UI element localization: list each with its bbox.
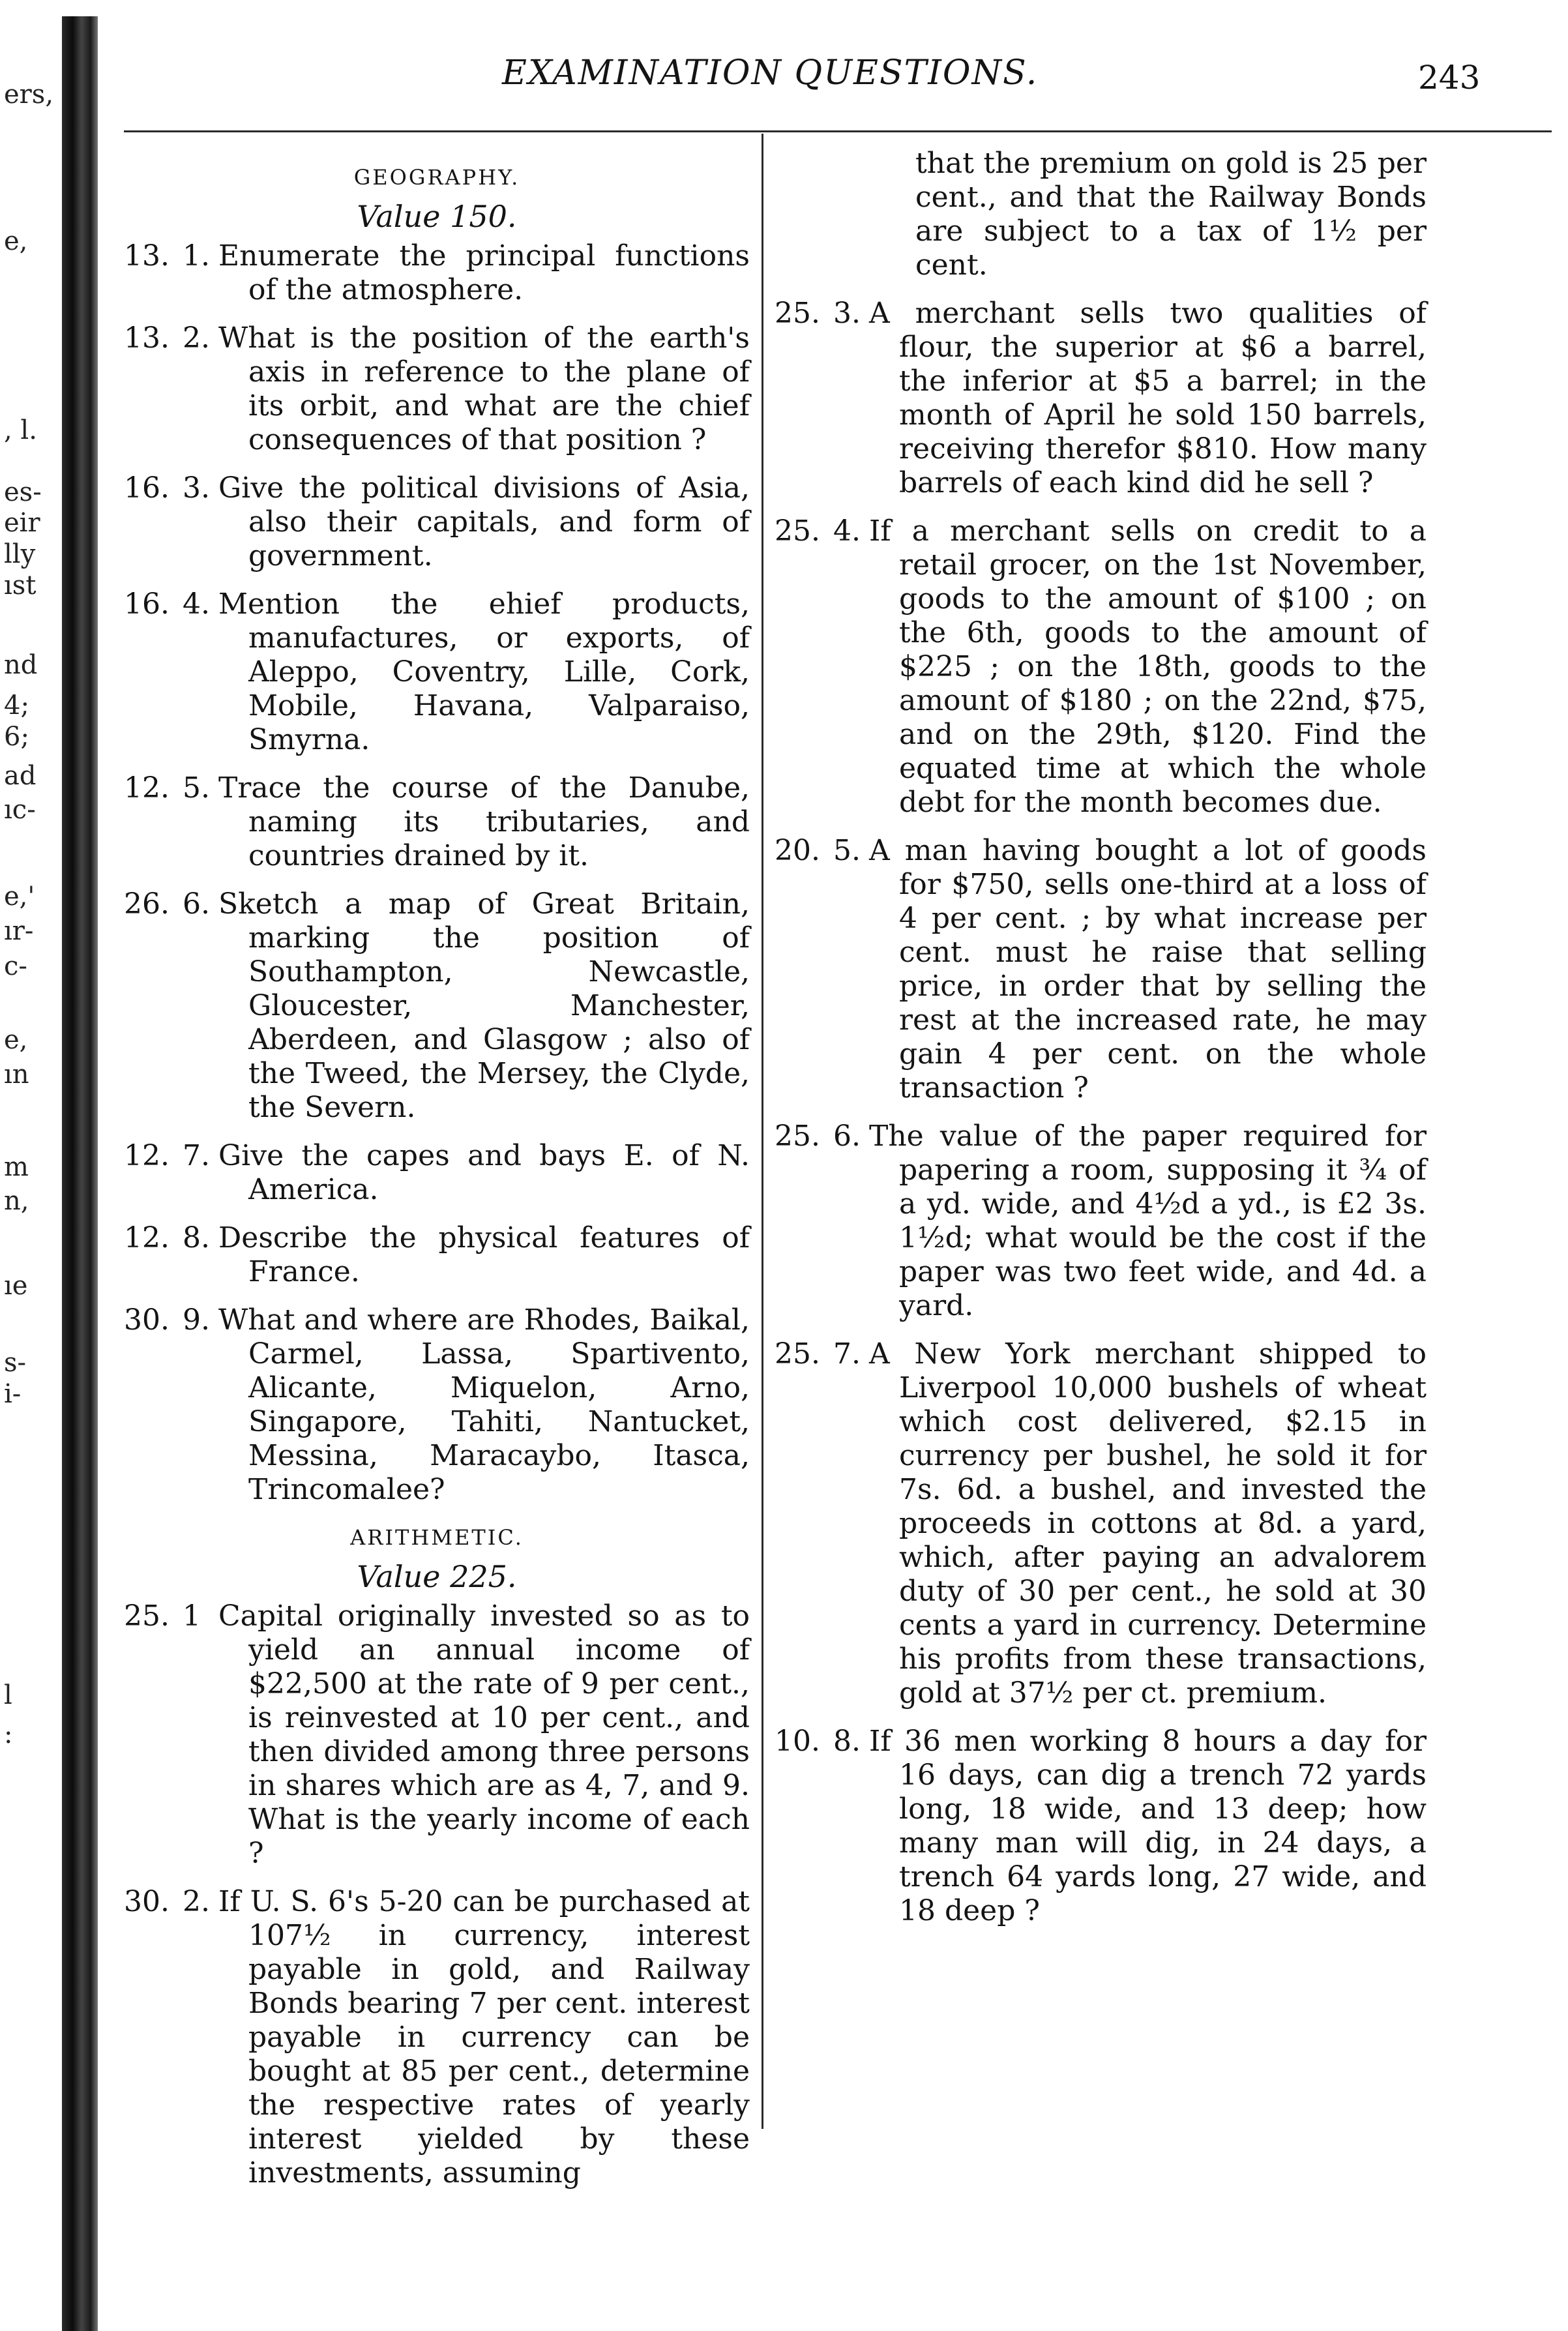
margin-fragment: 6; bbox=[4, 722, 29, 752]
question bbox=[775, 834, 1427, 1105]
question bbox=[775, 1337, 1427, 1710]
margin-fragment: ers, bbox=[4, 80, 54, 110]
question bbox=[124, 887, 750, 1125]
question-text: If U. S. 6's 5-20 can be purchased at 107½ in currency, interest payable in gold, and Railway Bonds bearing 7 per cent. interest payable in currency can be bought at 85 per cent., determine the respective rates of yearly interest yielded by these investments, assuming bbox=[218, 1885, 750, 2190]
question-number: 3. bbox=[833, 297, 861, 330]
question-marks: 30. bbox=[124, 1303, 170, 1337]
margin-fragment: ın bbox=[4, 1060, 29, 1090]
question-number: 6. bbox=[833, 1120, 861, 1153]
question-marks: 13. bbox=[124, 239, 170, 273]
margin-fragment: nd bbox=[4, 650, 38, 680]
question bbox=[124, 1139, 750, 1207]
margin-fragment: m bbox=[4, 1152, 29, 1182]
margin-fragment: eir bbox=[4, 508, 40, 538]
margin-fragment: ad bbox=[4, 761, 37, 791]
question-marks: 20. bbox=[775, 834, 820, 867]
question-text: Mention the ehief products, manufactures, or exports, of Aleppo, Coventry, Lille, Cork, Mobile, Havana, Valparaiso, Smyrna. bbox=[218, 587, 750, 756]
question-number: 5. bbox=[833, 834, 861, 867]
question-number: 1. bbox=[183, 239, 210, 273]
question-text: If a merchant sells on credit to a retail grocer, on the 1st November, goods to the amount of $100 ; on the 6th, goods to the amount of $225 ; on the 18th, goods to the amount of $180 ; on the 22nd, $75, and on the 29th, $120. Find the equated time at which the whole debt for the month becomes due. bbox=[869, 514, 1427, 819]
margin-fragment: ıe bbox=[4, 1271, 28, 1301]
question-text: Give the political divisions of Asia, also their capitals, and form of government. bbox=[218, 471, 750, 572]
question-text: A man having bought a lot of goods for $750, sells one-third at a loss of 4 per cent. ; by what increase per cent. must he raise that selling price, in order that by selling the rest at the increased rate, he may gain 4 per cent. on the whole transaction ? bbox=[869, 834, 1427, 1105]
question-text: A New York merchant shipped to Liverpool 10,000 bushels of wheat which cost delivered, $2.15 in currency per bushel, he sold it for 7s. 6d. a bushel, and invested the proceeds in cottons at 8d. a yard, which, after paying an advalorem duty of 30 per cent., he sold at 30 cents a yard in currency. Determine his profits from these transactions, gold at 37½ per ct. premium. bbox=[869, 1337, 1427, 1710]
question bbox=[124, 321, 750, 457]
question-text: Trace the course of the Danube, naming its tributaries, and countries drained by it. bbox=[218, 771, 750, 872]
geography-value: Value 150. bbox=[357, 199, 517, 234]
question-marks: 12. bbox=[124, 771, 170, 805]
question bbox=[775, 297, 1427, 500]
question-number: 4. bbox=[833, 514, 861, 548]
question-number: 5. bbox=[183, 771, 210, 805]
question-number: 3. bbox=[183, 471, 210, 505]
header-rule bbox=[124, 130, 1552, 132]
column-divider bbox=[762, 134, 763, 2129]
right-column bbox=[775, 147, 1427, 1942]
question-text: Capital originally invested so as to yield an annual income of $22,500 at the rate of 9 per cent., is reinvested at 10 per cent., and then divided among three persons in shares which are as 4, 7, and 9. What is the yearly income of each ? bbox=[218, 1599, 750, 1870]
question-text: If 36 men working 8 hours a day for 16 days, can dig a trench 72 yards long, 18 wide, and 13 deep; how many man will dig, in 24 days, a trench 64 yards long, 27 wide, and 18 deep ? bbox=[869, 1725, 1427, 1927]
question-marks: 16. bbox=[124, 471, 170, 505]
question-marks: 25. bbox=[775, 1120, 820, 1153]
question-marks: 25. bbox=[775, 1337, 820, 1371]
question-text: A merchant sells two qualities of flour, the superior at $6 a barrel, the inferior at $5 a barrel; in the month of April he sold 150 barrels, receiving therefor $810. How many barrels of each kind did he sell ? bbox=[869, 297, 1427, 499]
arithmetic-heading: ARITHMETIC. bbox=[350, 1525, 524, 1550]
question-text: The value of the paper required for papering a room, supposing it ¾ of a yd. wide, and 4½d a yd., is £2 3s. 1½d; what would be the cost if the paper was two feet wide, and 4d. a yard. bbox=[869, 1120, 1427, 1322]
margin-fragment: e, bbox=[4, 226, 28, 256]
question-number: 2. bbox=[183, 1885, 210, 1918]
question-marks: 16. bbox=[124, 587, 170, 621]
question-number: 8. bbox=[833, 1725, 861, 1758]
question-number: 6. bbox=[183, 887, 210, 921]
margin-fragment: e,' bbox=[4, 882, 35, 912]
margin-fragment: , l. bbox=[4, 415, 37, 445]
question-marks: 10. bbox=[775, 1725, 820, 1758]
question bbox=[124, 771, 750, 873]
question bbox=[124, 1599, 750, 1871]
margin-fragment: c- bbox=[4, 951, 27, 981]
margin-fragment: i- bbox=[4, 1379, 22, 1409]
question bbox=[124, 239, 750, 307]
question-marks: 12. bbox=[124, 1139, 170, 1172]
margin-fragment: l bbox=[4, 1680, 12, 1710]
question bbox=[124, 471, 750, 573]
question-text: Sketch a map of Great Britain, marking the position of Southampton, Newcastle, Gloucester, Manchester, Aberdeen, and Glasgow ; also of the Tweed, the Mersey, the Clyde, the Severn. bbox=[218, 887, 750, 1124]
question-marks: 30. bbox=[124, 1885, 170, 1918]
page-number: 243 bbox=[1418, 59, 1481, 97]
margin-fragment: s- bbox=[4, 1348, 27, 1378]
question-number: 7. bbox=[183, 1139, 210, 1172]
margin-fragments bbox=[0, 0, 62, 2331]
margin-fragment: es- bbox=[4, 477, 42, 507]
question-marks: 26. bbox=[124, 887, 170, 921]
question bbox=[124, 1885, 750, 2190]
question-number: 8. bbox=[183, 1221, 210, 1255]
running-title: EXAMINATION QUESTIONS. bbox=[502, 53, 1039, 93]
question-text: Describe the physical features of France. bbox=[218, 1221, 750, 1288]
question-number: 9. bbox=[183, 1303, 210, 1337]
binding-shadow bbox=[62, 16, 98, 2331]
margin-fragment: 4; bbox=[4, 690, 29, 720]
question-text: Give the capes and bays E. of N. America. bbox=[218, 1139, 750, 1206]
margin-fragment: ıc- bbox=[4, 795, 36, 825]
question-marks: 12. bbox=[124, 1221, 170, 1255]
question-text: What and where are Rhodes, Baikal, Carmel, Lassa, Spartivento, Alicante, Miquelon, Arno, Singapore, Tahiti, Nantucket, Messina, Maracaybo, Itasca, Trincomalee? bbox=[218, 1303, 750, 1506]
question bbox=[775, 514, 1427, 820]
margin-fragment: ıst bbox=[4, 571, 37, 601]
question-number: 7. bbox=[833, 1337, 861, 1371]
question bbox=[775, 1725, 1427, 1928]
margin-fragment: e, bbox=[4, 1025, 28, 1055]
margin-fragment: : bbox=[4, 1719, 13, 1749]
question-number: 2. bbox=[183, 321, 210, 355]
question bbox=[124, 587, 750, 757]
arithmetic-value: Value 225. bbox=[357, 1559, 517, 1594]
question-marks: 25. bbox=[775, 297, 820, 330]
geography-heading: GEOGRAPHY. bbox=[353, 165, 520, 190]
question bbox=[775, 1120, 1427, 1323]
question bbox=[124, 1303, 750, 1507]
question-marks: 25. bbox=[124, 1599, 170, 1633]
question-text: Enumerate the principal functions of the atmosphere. bbox=[218, 239, 750, 306]
question-text: What is the position of the earth's axis in reference to the plane of its orbit, and what are the chief consequences of that position ? bbox=[218, 321, 750, 456]
question-continuation: that the premium on gold is 25 per cent., and that the Railway Bonds are subject to a tax of 1½ per cent. bbox=[915, 147, 1427, 282]
question-number: 1 bbox=[183, 1599, 201, 1633]
left-column bbox=[124, 147, 750, 2205]
question bbox=[124, 1221, 750, 1289]
question-marks: 25. bbox=[775, 514, 820, 548]
margin-fragment: lly bbox=[4, 539, 36, 569]
margin-fragment: n, bbox=[4, 1186, 29, 1216]
question-number: 4. bbox=[183, 587, 210, 621]
margin-fragment: ır- bbox=[4, 916, 34, 946]
question-marks: 13. bbox=[124, 321, 170, 355]
